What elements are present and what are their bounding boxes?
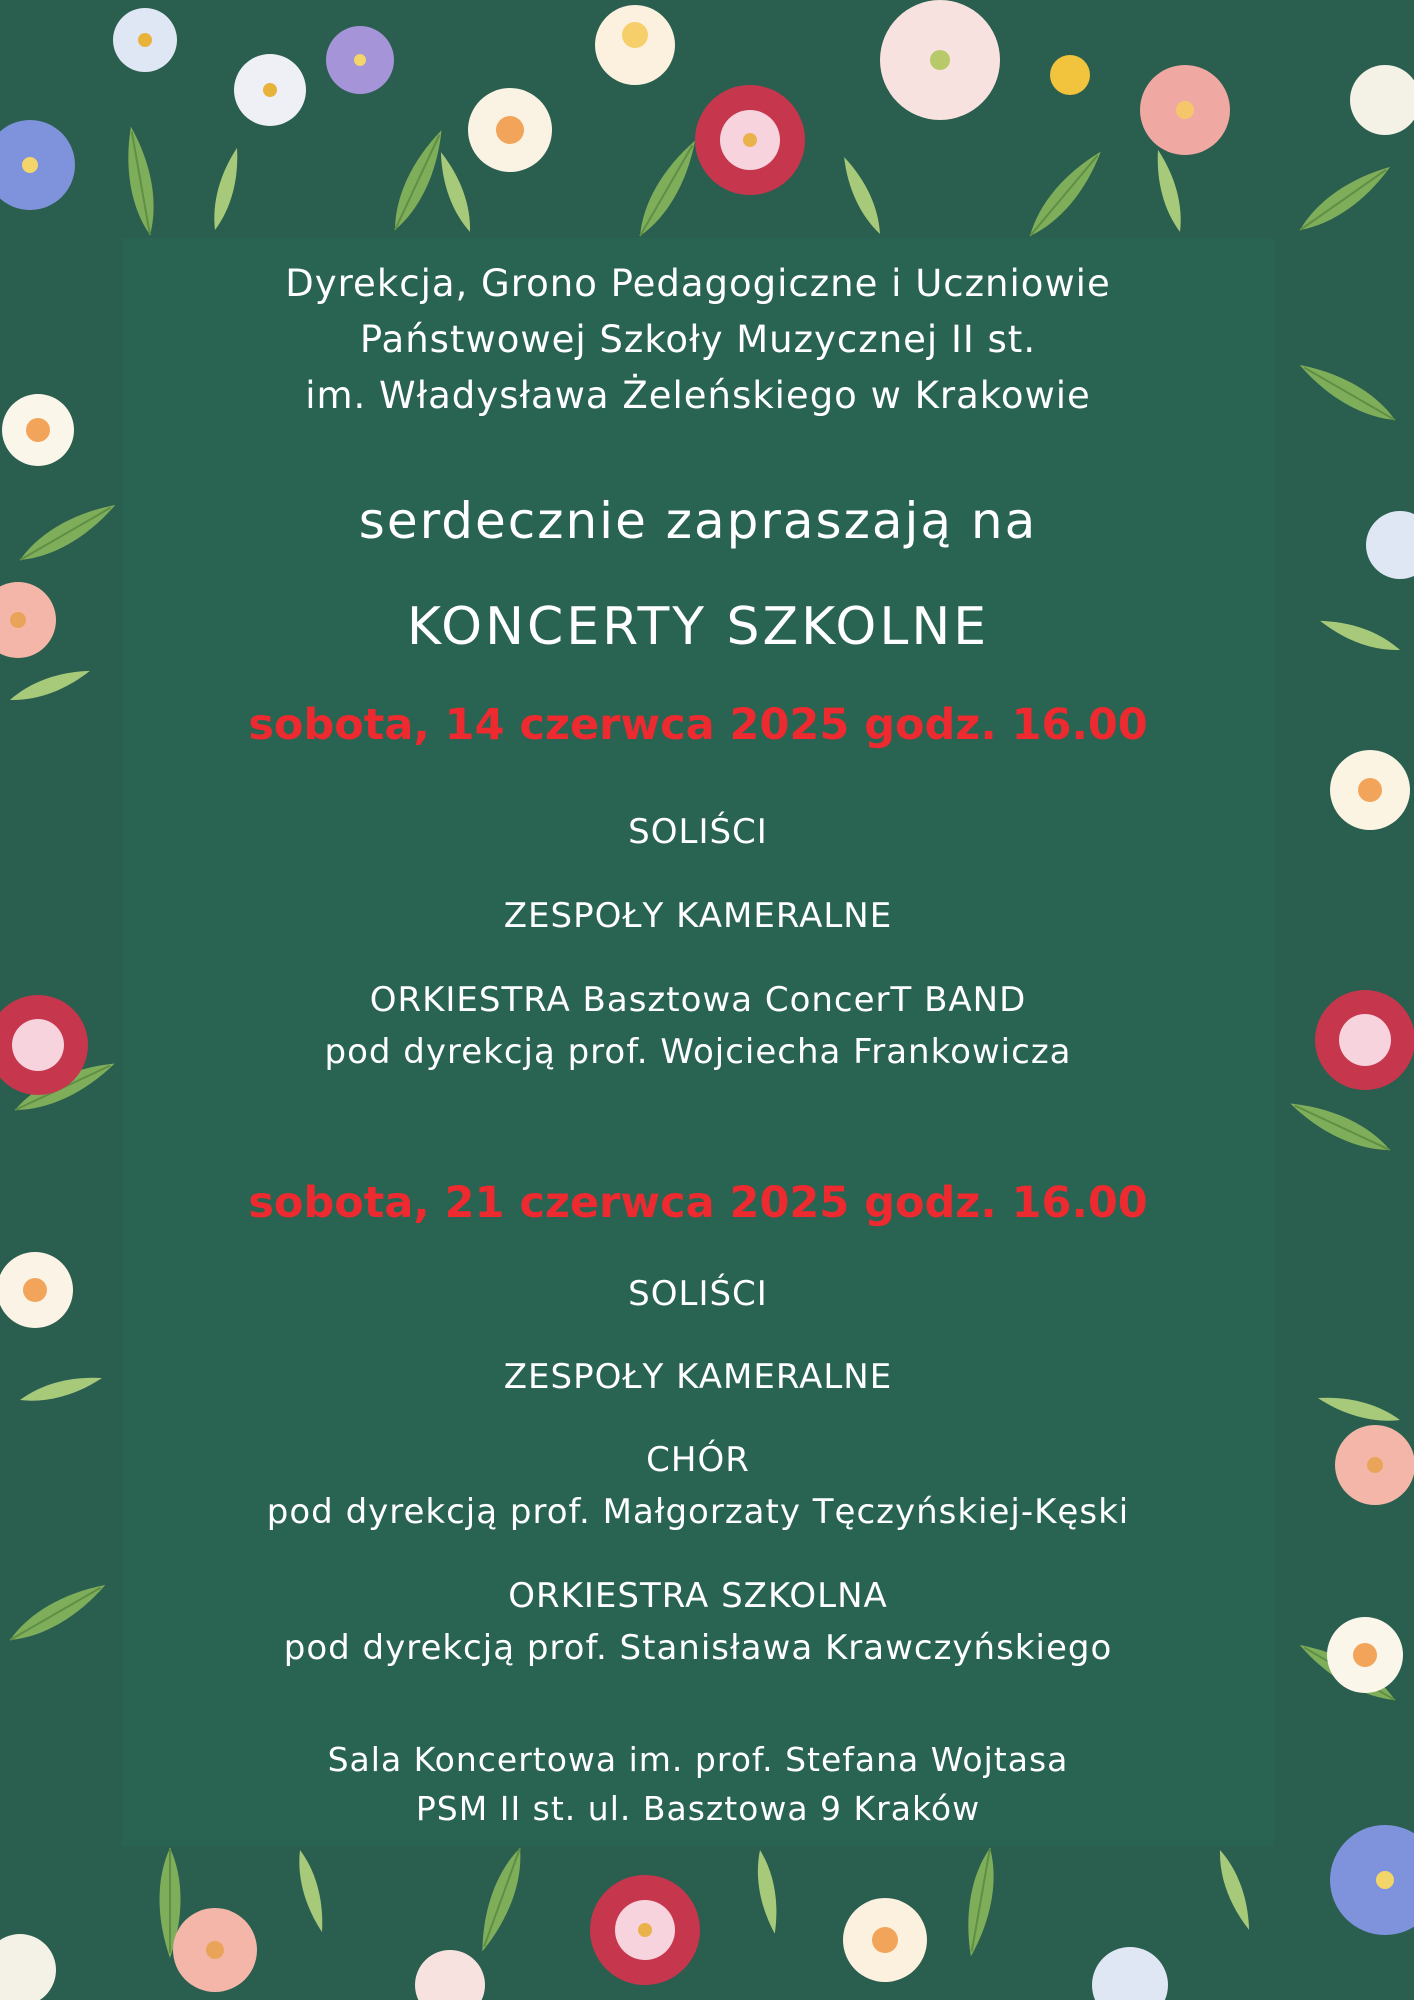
concert-1-date: sobota, 14 czerwca 2025 godz. 16.00 [248,700,1148,750]
header-line-1: Dyrekcja, Grono Pedagogiczne i Uczniowie [285,262,1111,305]
event-title: KONCERTY SZKOLNE [406,597,990,657]
concert-2-school-orchestra-conductor: pod dyrekcją prof. Stanisława Krawczyńskiego [283,1628,1113,1668]
concert-2-school-orchestra: ORKIESTRA SZKOLNA [508,1576,888,1616]
header-line-2: Państwowej Szkoły Muzycznej II st. [359,318,1037,361]
concert-1-chamber-ensembles: ZESPOŁY KAMERALNE [503,896,893,936]
venue-hall: Sala Koncertowa im. prof. Stefana Wojtasa [327,1740,1069,1779]
venue-address: PSM II st. ul. Basztowa 9 Kraków [415,1789,981,1828]
concert-2-chamber-ensembles: ZESPOŁY KAMERALNE [503,1357,893,1397]
concert-1-orchestra: ORKIESTRA Basztowa ConcerT BAND [369,980,1027,1020]
concert-2-soloists: SOLIŚCI [628,1274,768,1314]
concert-2-choir-conductor: pod dyrekcją prof. Małgorzaty Tęczyńskiej-Kęski [266,1492,1130,1532]
concert-2-date: sobota, 21 czerwca 2025 godz. 16.00 [248,1178,1148,1228]
header-line-3: im. Władysława Żeleńskiego w Krakowie [305,374,1091,417]
invitation-line: serdecznie zapraszają na [358,492,1038,550]
concert-2-choir: CHÓR [646,1440,750,1480]
concert-1-orchestra-conductor: pod dyrekcją prof. Wojciecha Frankowicza [324,1032,1072,1072]
concert-1-soloists: SOLIŚCI [628,812,768,852]
